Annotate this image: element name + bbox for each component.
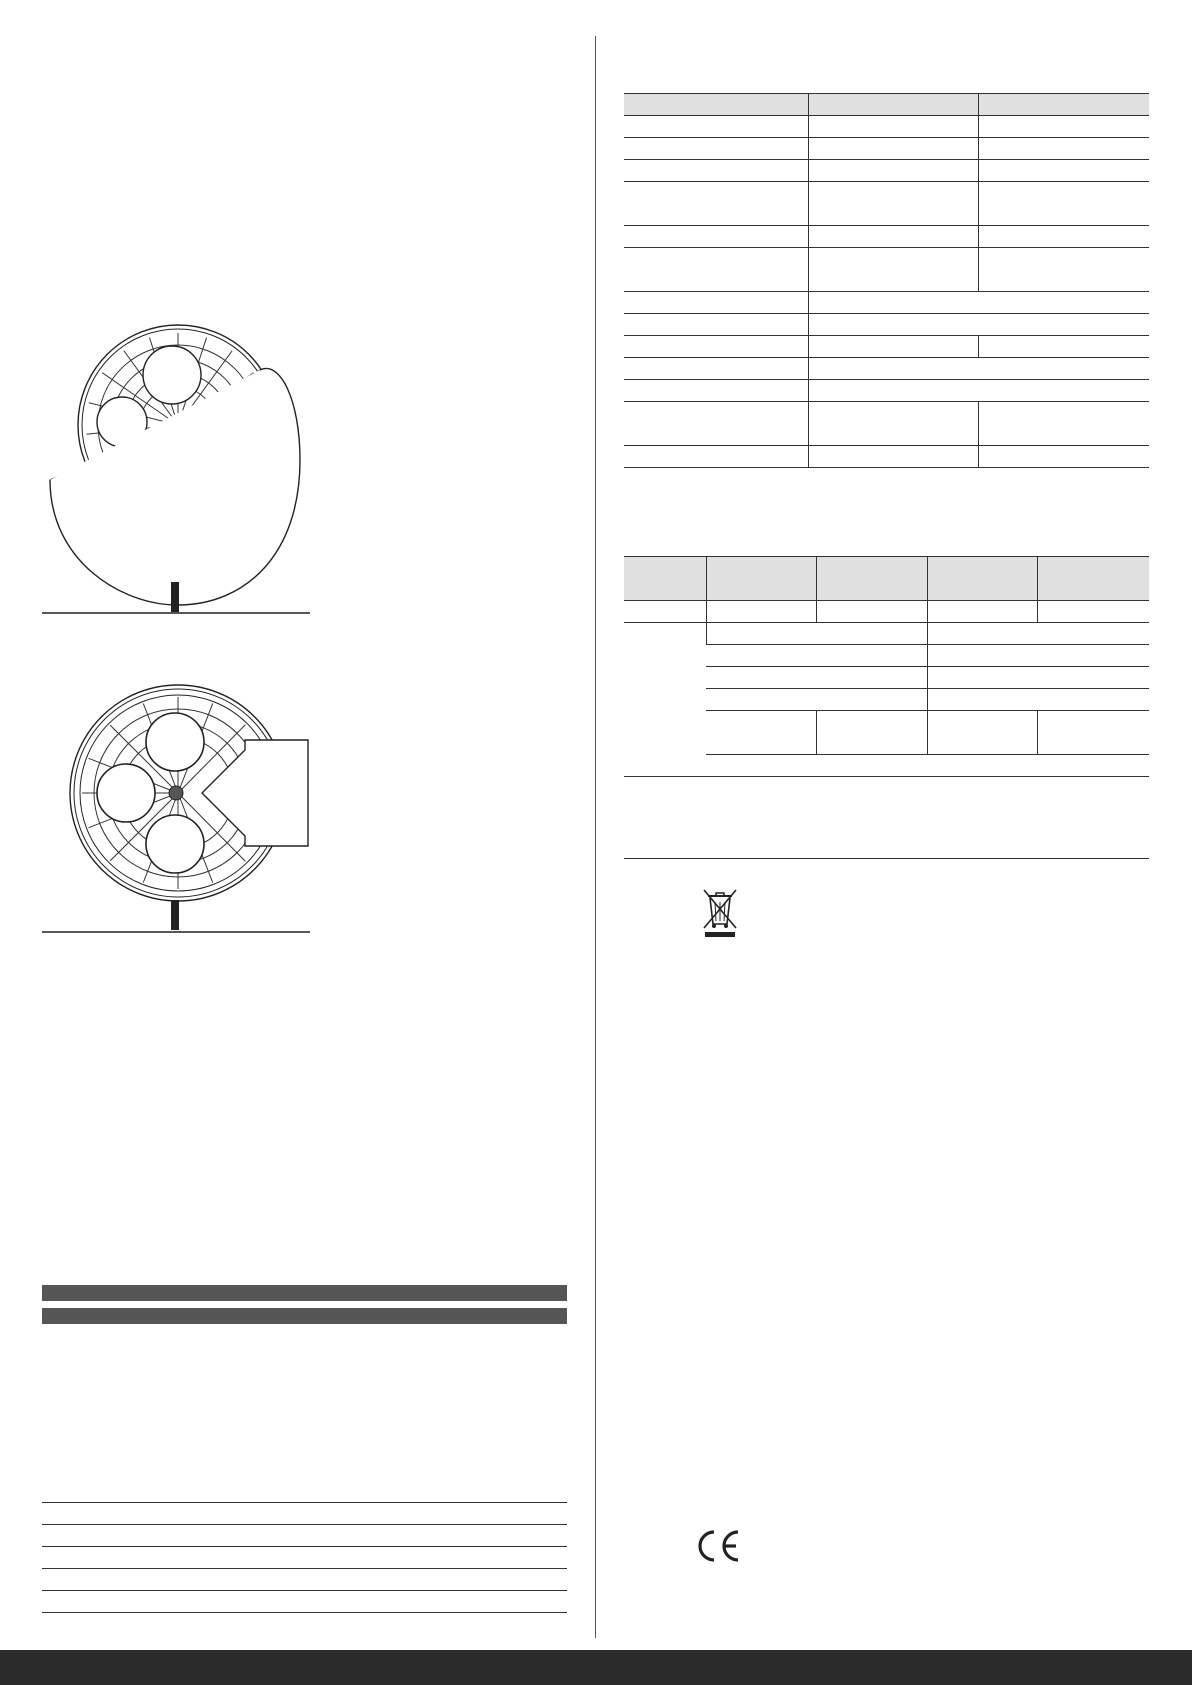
section-bar-1 (42, 1285, 567, 1301)
table-row (624, 94, 1149, 116)
table-row (624, 160, 1149, 182)
sensor-pir-elements-icon (30, 650, 350, 950)
table-row (624, 182, 1149, 226)
ruled-line (42, 1590, 567, 1591)
ruled-line (42, 1568, 567, 1569)
table-row (624, 116, 1149, 138)
table-row (624, 446, 1149, 468)
table-row (624, 358, 1149, 380)
table-row (624, 380, 1149, 402)
section-bar-2 (42, 1308, 567, 1324)
ruled-line (42, 1524, 567, 1525)
ruled-line (624, 858, 1149, 859)
footer-bar (0, 1650, 1192, 1685)
column-divider (595, 36, 596, 1638)
table-row (624, 226, 1149, 248)
crossed-out-wheelie-bin-icon (700, 888, 740, 938)
table-row (624, 336, 1149, 358)
table-row (624, 138, 1149, 160)
table-row (624, 248, 1149, 292)
table-row (624, 292, 1149, 314)
table-row (624, 557, 1149, 601)
table-row (624, 601, 1149, 623)
sensor-with-lens-cover-icon (30, 320, 350, 620)
ce-mark-icon (692, 1528, 744, 1564)
table-row (624, 314, 1149, 336)
spec-table-2 (624, 556, 1149, 777)
spec-table-1 (624, 93, 1149, 468)
ruled-line (42, 1612, 567, 1613)
table-row (624, 402, 1149, 446)
ruled-line (42, 1546, 567, 1547)
table-row (624, 623, 1149, 645)
ruled-line (42, 1502, 567, 1503)
